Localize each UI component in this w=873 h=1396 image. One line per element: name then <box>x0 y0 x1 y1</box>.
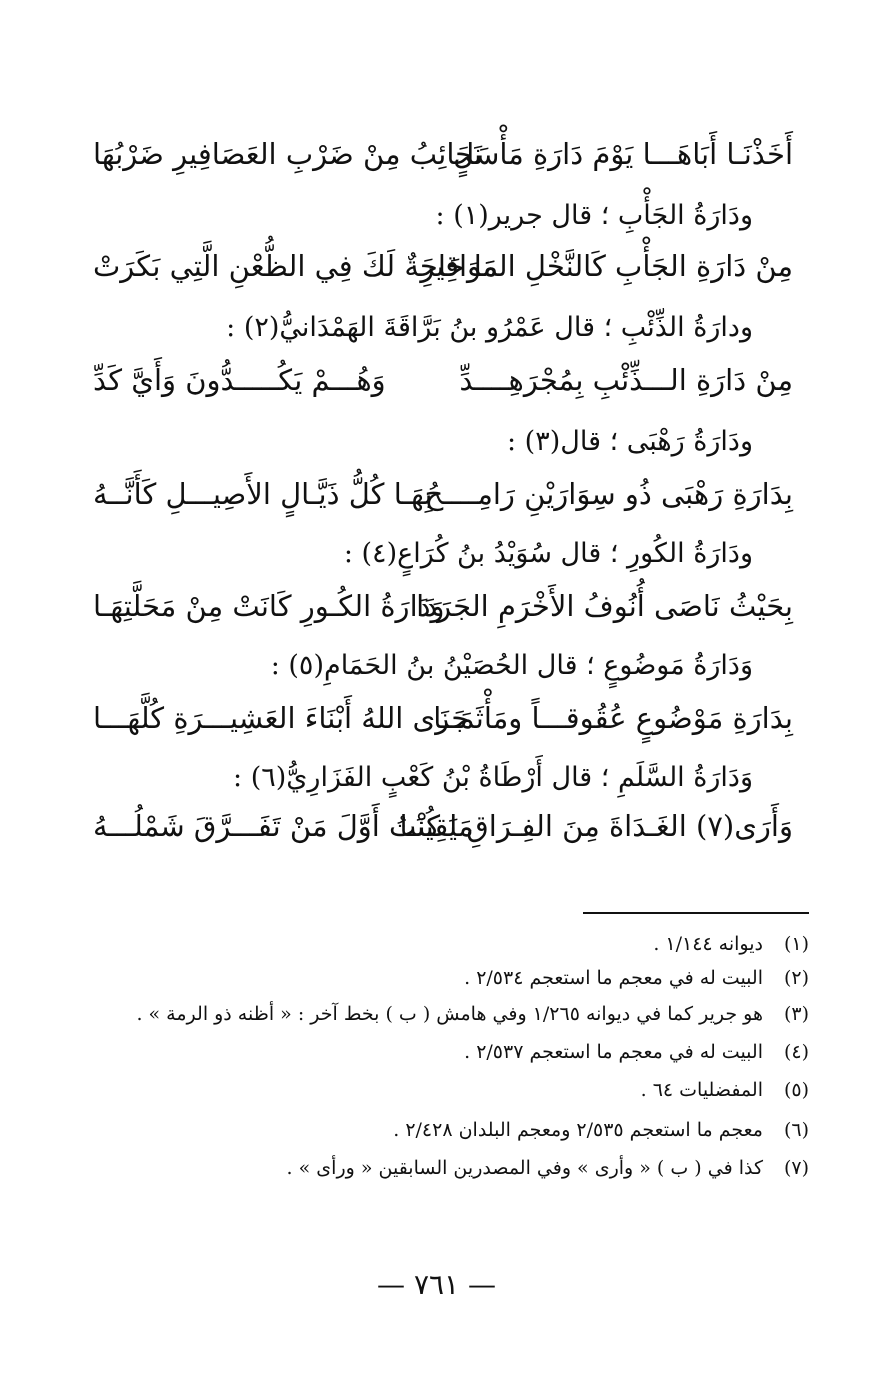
footnote-5 <box>641 1074 809 1106</box>
verse-hemistich-second: بِهَـا كُلُّ ذَيَّـالٍ الأَصِيـــلِ كَأَنَّــهُ <box>93 477 433 511</box>
footnote-text: المفضليات ٦٤ . <box>640 1079 763 1101</box>
verse-hemistich-first: أَخَذْنَـا أَبَاهَـــا يَوْمَ دَارَةِ مَأْسَلٍ <box>453 137 793 171</box>
footnote-7 <box>287 1152 809 1184</box>
footnote-4 <box>464 1036 809 1068</box>
verse-hemistich-second: جَزَى اللهُ أَبْنَاءَ العَشِيـــرَةِ كُلَّهَـــا <box>93 701 470 735</box>
footnote-3 <box>136 998 809 1030</box>
verse-1 <box>93 128 793 180</box>
verse-hemistich-second: نَجَائِبُ مِنْ ضَرْبِ العَصَافِيرِ ضَرْبُهَا <box>93 137 482 171</box>
page-number: — ٧٦١ — <box>377 1268 496 1301</box>
footnote-divider <box>583 912 809 914</box>
verse-intro: ودَارَةُ الجَأْبِ ؛ قال جرير(١) : <box>435 200 753 231</box>
footnote-number: (٦) <box>783 1119 809 1141</box>
verse-hemistich-second: مَا حَاجَةٌ لَكَ فِي الظُّعْنِ الَّتِي بَكَرَتْ <box>93 249 499 283</box>
verse-2 <box>93 240 793 292</box>
footnote-text: هو جرير كما في ديوانه ١/٢٦٥ وفي هامش ( ب ) بخط آخر : « أظنه ذو الرمة » . <box>136 1003 763 1025</box>
verse-intro: ودارَةُ الذِّئْبِ ؛ قال عَمْرُو بنُ بَرَّاقَةَ الهَمْدَانيُّ(٢) : <box>226 312 753 343</box>
verse-3 <box>93 354 793 406</box>
footnote-2 <box>464 962 809 994</box>
verse-intro: ودَارَةُ رَهْبَى ؛ قال(٣) : <box>506 426 753 457</box>
verse-hemistich-first: وَأَرَى(٧) الغَـدَاةَ مِنَ الفِـرَاقِ يَقِينَـا <box>399 809 793 843</box>
verse-5 <box>93 580 793 632</box>
verse-6 <box>93 692 793 744</box>
footnote-text: ديوانه ١/١٤٤ . <box>653 933 763 955</box>
verse-hemistich-second: وَهُـــمْ يَكُـــــدُّونَ وَأَيَّ كَدِّ <box>93 363 386 397</box>
footnote-number: (٧) <box>783 1157 809 1179</box>
footnote-number: (٥) <box>783 1079 809 1101</box>
verse-hemistich-first: بِدَارَةِ مَوْضُوعٍ عُقُوقـــاً ومَأْثَمَــا <box>433 701 793 735</box>
verse-hemistich-second: وَدَارَةُ الكُـورِ كَانَتْ مِنْ مَحَلَّتِهَـا <box>93 589 445 623</box>
footnote-1 <box>653 928 809 960</box>
verse-hemistich-second: مَا كُنْتُ أَوَّلَ مَنْ تَفَـــرَّقَ شَمْلُـــهُ <box>93 809 474 843</box>
footnote-text: معجم ما استعجم ٢/٥٣٥ ومعجم البلدان ٢/٤٢٨ . <box>393 1119 763 1141</box>
verse-intro: وَدَارَةُ السَّلَمِ ؛ قال أَرْطَاةُ بْنُ كَعْبٍ الفَزَارِيُّ(٦) : <box>233 762 753 793</box>
footnote-number: (٤) <box>783 1041 809 1063</box>
verse-4 <box>93 468 793 520</box>
footnote-text: كذا في ( ب ) « وأرى » وفي المصدرين السابقين « ورأى » . <box>286 1157 763 1179</box>
footnote-number: (٣) <box>783 1003 809 1025</box>
footnote-6 <box>393 1114 809 1146</box>
verse-hemistich-first: مِنْ دَارَةِ الـــذِّئْبِ بِمُجْرَهِــــدِّ <box>459 363 793 397</box>
verse-intro: وَدَارَةُ مَوضُوعٍ ؛ قال الحُصَيْنُ بنُ الحَمَامِ(٥) : <box>270 650 753 681</box>
footnote-number: (٢) <box>783 967 809 989</box>
verse-7 <box>93 800 793 852</box>
footnote-text: البيت له في معجم ما استعجم ٢/٥٣٧ . <box>464 1041 763 1063</box>
verse-hemistich-first: بِدَارَةِ رَهْبَى ذُو سِوَارَيْنِ رَامِــــحُ <box>424 477 793 511</box>
verse-hemistich-first: مِنْ دَارَةِ الجَأْبِ كَالنَّخْلِ المَوَاقِيرِ <box>420 249 793 283</box>
footnote-number: (١) <box>783 933 809 955</box>
verse-intro: ودَارَةُ الكُورِ ؛ قال سُوَيْدُ بنُ كُرَاعٍ(٤) : <box>343 538 753 569</box>
footnote-text: البيت له في معجم ما استعجم ٢/٥٣٤ . <box>464 967 763 989</box>
verse-hemistich-first: بِحَيْثُ نَاصَى أُنُوفُ الأَخْرَمِ الجَرَدَا <box>416 589 793 623</box>
